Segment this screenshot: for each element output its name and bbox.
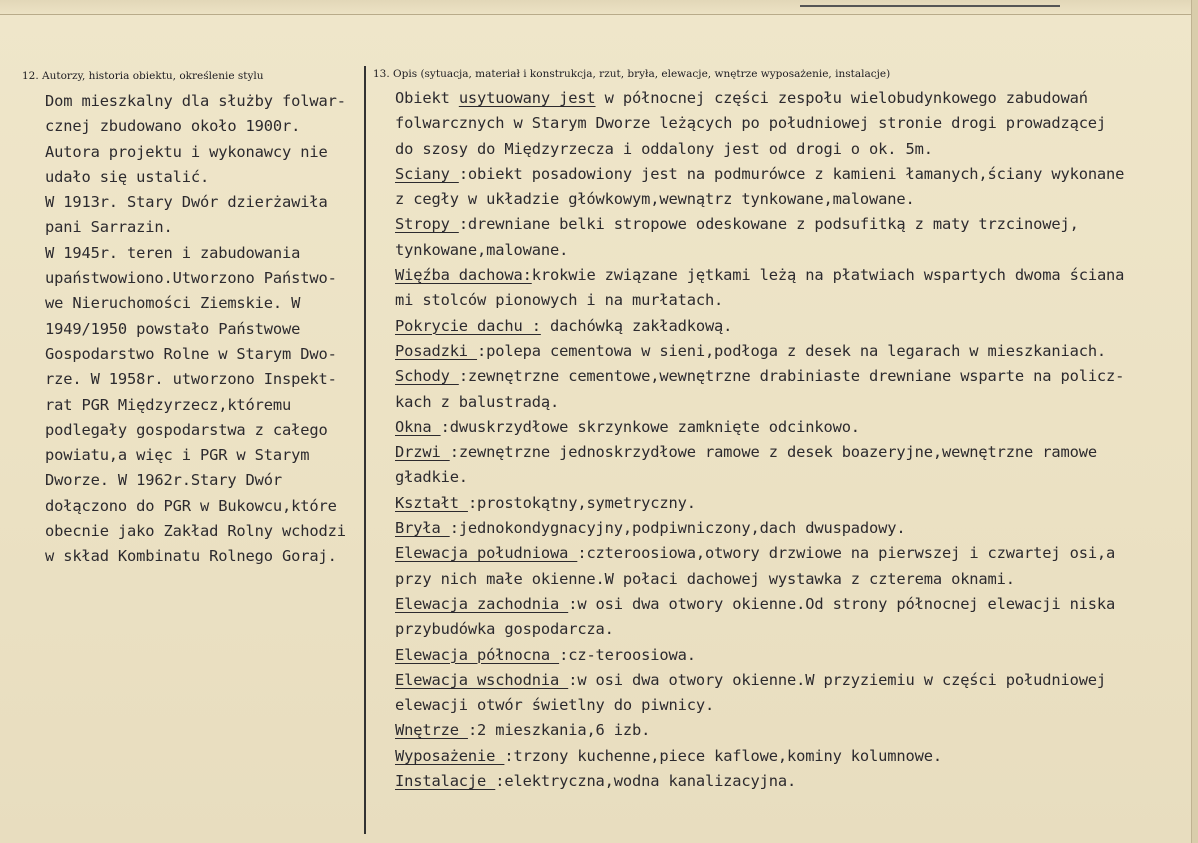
section-label: Elewacja wschodnia <box>395 670 569 689</box>
top-ink-mark <box>800 0 1060 7</box>
section-13-heading: 13. Opis (sytuacja, materiał i konstrukcja, rzut, bryła, elewacje, wnętrze wyposażenie, instalacje) <box>373 68 891 80</box>
section-label: Stropy <box>395 215 459 234</box>
underlined-phrase: usytuowany jest <box>458 89 596 107</box>
line-text: :drewniane belki stropowe odeskowane z podsufitką z maty trzcinowej, <box>458 215 1079 234</box>
line-text: kach z balustradą. <box>395 392 560 411</box>
description-line <box>395 390 1124 415</box>
history-line: udało się ustalić. <box>45 167 210 186</box>
history-line: powiatu,a więc i PGR w Starym <box>45 446 310 465</box>
description-line <box>395 516 1124 541</box>
description-line <box>395 769 1124 794</box>
history-line: W 1945r. teren i zabudowania <box>45 243 301 262</box>
description-line <box>395 744 1124 769</box>
section-label: Sciany <box>395 164 459 183</box>
description-line <box>395 440 1124 465</box>
line-text: gładkie. <box>395 468 468 487</box>
history-line: upaństwowiono.Utworzono Państwo- <box>45 269 337 288</box>
section-label: Posadzki <box>395 341 478 360</box>
section-label: Elewacja południowa <box>395 544 578 563</box>
history-line: rze. W 1958r. utworzono Inspekt- <box>45 370 337 389</box>
line-text: w północnej części zespołu wielobudynkowego zabudowań <box>595 89 1088 107</box>
line-text: :dwuskrzydłowe skrzynkowe zamknięte odcinkowo. <box>440 417 860 436</box>
description-line <box>395 212 1124 237</box>
description-text-column <box>395 86 1124 794</box>
description-line <box>395 86 1124 111</box>
description-line <box>395 263 1124 288</box>
section-12-heading: 12. Autorzy, historia obiektu, określenie stylu <box>22 70 264 82</box>
history-line: podlegały gospodarstwa z całego <box>45 420 328 439</box>
line-text: przy nich małe okienne.W połaci dachowej wystawka z czterema oknami. <box>395 569 1015 588</box>
section-label: Więźba dachowa: <box>395 266 532 285</box>
description-line <box>395 137 1124 162</box>
history-line: pani Sarrazin. <box>45 218 173 237</box>
column-divider <box>364 66 366 834</box>
section-label: Instalacje <box>395 772 496 791</box>
line-text: tynkowane,malowane. <box>395 240 569 259</box>
description-line <box>395 465 1124 490</box>
line-text: mi stolców pionowych i na murłatach. <box>395 291 724 310</box>
section-label: Pokrycie dachu : <box>395 316 541 335</box>
line-text: :obiekt posadowiony jest na podmurówce z kamieni łamanych,ściany wykonane <box>458 164 1125 183</box>
line-text: :prostokątny,symetryczny. <box>467 493 696 512</box>
line-text: do szosy do Międzyrzecza i oddalony jest od drogi o ok. 5m. <box>395 139 933 158</box>
history-line: Dom mieszkalny dla służby folwar- <box>45 92 346 110</box>
section-label: Okna <box>395 417 441 436</box>
section-label: Bryła <box>395 519 450 538</box>
line-text: :cz-teroosiowa. <box>559 645 696 664</box>
line-text: :w osi dwa otwory okienne.W przyziemiu w części południowej <box>568 670 1107 689</box>
line-text: :elektryczna,wodna kanalizacyjna. <box>495 772 797 791</box>
history-line: Dworze. W 1962r.Stary Dwór <box>45 471 283 490</box>
line-text: dachówką zakładkową. <box>540 316 733 335</box>
description-line <box>395 288 1124 313</box>
line-text: :zewnętrzne cementowe,wewnętrzne drabiniaste drewniane wsparte na policz- <box>458 367 1125 386</box>
description-line <box>395 415 1124 440</box>
section-label: Elewacja zachodnia <box>395 594 569 613</box>
description-line <box>395 364 1124 389</box>
line-text: :trzony kuchenne,piece kaflowe,kominy kolumnowe. <box>504 746 942 765</box>
line-text: :zewnętrzne jednoskrzydłowe ramowe z desek boazeryjne,wewnętrzne ramowe <box>449 443 1097 462</box>
line-text: :polepa cementowa w sieni,podłoga z desek na legarach w mieszkaniach. <box>477 341 1107 360</box>
section-label: Drzwi <box>395 443 450 462</box>
line-text: z cegły w układzie główkowym,wewnątrz tynkowane,malowane. <box>395 190 915 209</box>
line-text: :jednokondygnacyjny,podpiwniczony,dach dwuspadowy. <box>449 519 906 538</box>
description-line <box>395 541 1124 566</box>
section-label: Wyposażenie <box>395 746 505 765</box>
description-line <box>395 693 1124 718</box>
line-text: :czteroosiowa,otwory drzwiowe na pierwszej i czwartej osi,a <box>577 544 1116 563</box>
section-label: Elewacja północna <box>395 645 560 664</box>
history-line: we Nieruchomości Ziemskie. W <box>45 294 301 313</box>
history-line: Autora projektu i wykonawcy nie <box>45 142 328 161</box>
description-line <box>395 314 1124 339</box>
line-text: Obiekt <box>395 89 459 107</box>
line-text: przybudówka gospodarcza. <box>395 620 614 639</box>
description-line <box>395 187 1124 212</box>
description-line <box>395 238 1124 263</box>
history-line: rat PGR Międzyrzecz,któremu <box>45 395 292 414</box>
description-line <box>395 617 1124 642</box>
line-text: :w osi dwa otwory okienne.Od strony północnej elewacji niska <box>568 594 1116 613</box>
history-line: 1949/1950 powstało Państwowe <box>45 319 301 338</box>
description-line <box>395 491 1124 516</box>
line-text: folwarcznych w Starym Dworze leżących po południowej stronie drogi prowadzącej <box>395 114 1107 133</box>
description-line <box>395 567 1124 592</box>
history-line: cznej zbudowano około 1900r. <box>45 117 301 136</box>
description-line <box>395 592 1124 617</box>
history-line: obecnie jako Zakład Rolny wchodzi <box>45 522 346 541</box>
description-line <box>395 162 1124 187</box>
section-label: Kształt <box>395 493 468 512</box>
description-line <box>395 339 1124 364</box>
line-text: :2 mieszkania,6 izb. <box>467 721 651 740</box>
description-line <box>395 111 1124 136</box>
history-text-column <box>45 89 346 570</box>
history-line: dołączono do PGR w Bukowcu,które <box>45 496 337 515</box>
history-line: w skład Kombinatu Rolnego Goraj. <box>45 547 337 566</box>
description-line <box>395 668 1124 693</box>
line-text: krokwie związane jętkami leżą na płatwiach wspartych dwoma ściana <box>531 266 1125 285</box>
history-line: W 1913r. Stary Dwór dzierżawiła <box>45 193 328 212</box>
description-line <box>395 643 1124 668</box>
section-label: Schody <box>395 367 459 386</box>
description-line <box>395 718 1124 743</box>
line-text: elewacji otwór świetlny do piwnicy. <box>395 696 715 715</box>
history-line: Gospodarstwo Rolne w Starym Dwo- <box>45 344 337 363</box>
section-label: Wnętrze <box>395 721 468 740</box>
page-right-edge <box>1191 0 1198 843</box>
